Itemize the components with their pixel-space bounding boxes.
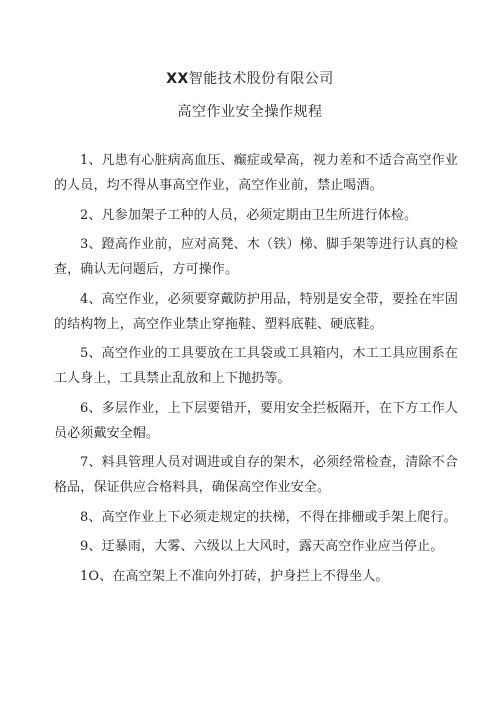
company-name-prefix: XX (166, 71, 189, 87)
rule-item-10: 1O、在高空架上不准向外打砖，护身拦上不得坐人。 (80, 568, 389, 584)
company-name-text: 智能技术股份有限公司 (188, 71, 334, 87)
rule-item-9: 9、迂暴雨，大雾、六级以上大风时，露天高空作业应当停止。 (80, 539, 444, 554)
rule-item-7: 7、料具管理人员对调进或自存的架木，必须经常检查，清除不合格品，保证供应合格料具，确保高空作业安全。 (54, 455, 458, 495)
rule-item-1: 1、凡患有心脏病高血压、癫症或晕高，视力差和不适合高空作业的人员，均不得从事高空作业，高空作业前，禁止喝酒。 (54, 153, 458, 193)
rule-item-4: 4、高空作业，必须要穿戴防护用品，特别是安全带，要拴在牢固的结构物上，高空作业禁止穿拖鞋、塑料底鞋、硬底鞋。 (54, 291, 458, 332)
rule-item-5: 5、高空作业的工具要放在工具袋或工具箱内，木工工具应围系在工人身上，工具禁止乱放和上下抛扔等。 (54, 346, 458, 386)
rules-list (54, 148, 458, 593)
rule-item-3: 3、蹬高作业前，应对高凳、木（铁）梯、脚手架等进行认真的检查，确认无问题后，方可操作。 (54, 237, 458, 277)
rule-item-8: 8、高空作业上下必须走规定的扶梯，不得在排栅或手架上爬行。 (80, 509, 457, 525)
company-name (0, 70, 500, 88)
rule-item-2: 2、凡参加架子工种的人员，必须定期由卫生所进行体检。 (80, 207, 418, 223)
rule-item-6: 6、多层作业，上下层要错开，要用安全拦板隔开，在下方工作人员必须戴安全帽。 (54, 400, 458, 441)
document-title: 高空作业安全操作规程 (177, 104, 323, 120)
